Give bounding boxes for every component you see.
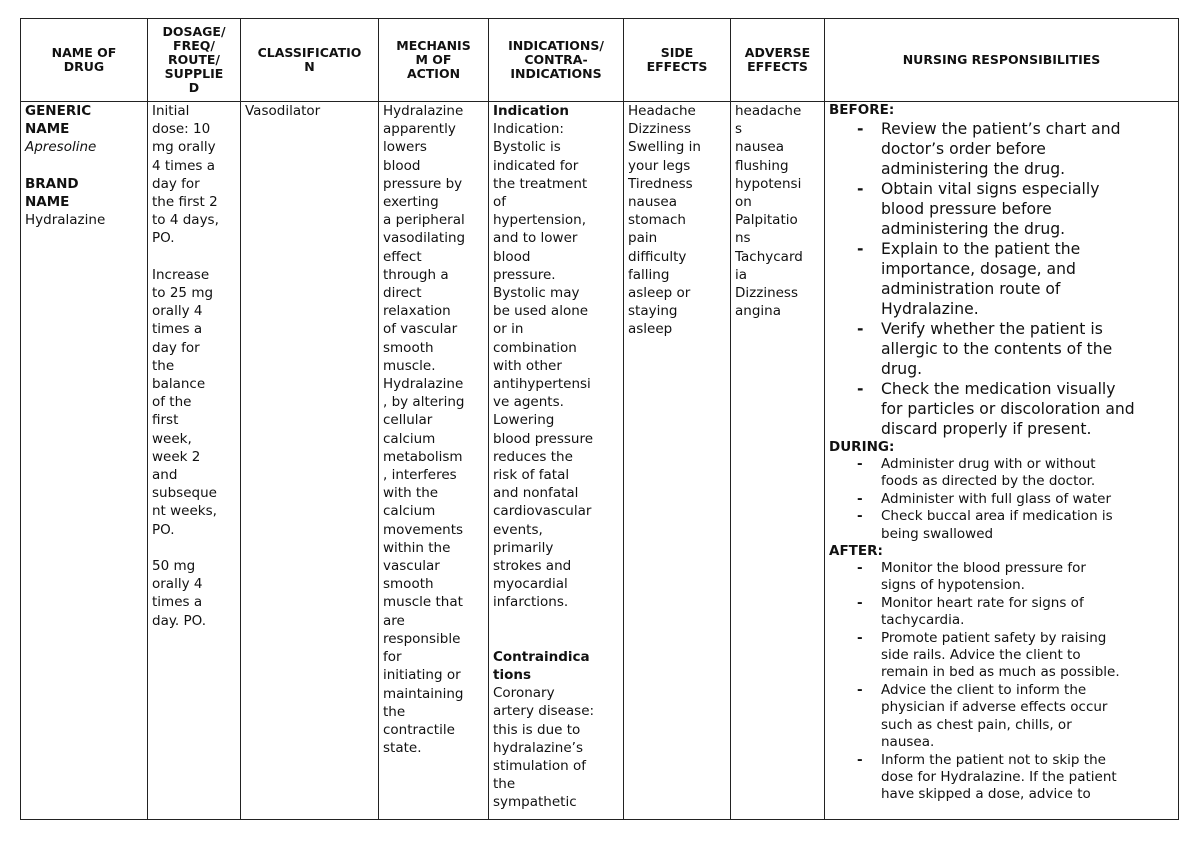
text-line: a peripheral [383, 212, 465, 229]
nursing-item-line: Inform the patient not to skip the [881, 751, 1106, 768]
generic-name-label: GENERIC [25, 103, 92, 119]
text-line: of the [152, 394, 192, 411]
text-line: infarctions. [493, 594, 569, 611]
text-line: nausea [628, 194, 677, 211]
text-line: exerting [383, 194, 439, 211]
text-line: primarily [493, 539, 554, 556]
drug-row [21, 102, 1179, 820]
text-line: nt weeks, [152, 503, 217, 520]
text-line: s [735, 121, 743, 138]
text-line: with the [383, 485, 439, 502]
dash-bullet-icon: - [857, 120, 864, 138]
text-line: asleep [628, 321, 673, 338]
cell-mechanism [379, 102, 489, 820]
nursing-item-line: Explain to the patient the [881, 240, 1081, 258]
text-line: state. [383, 740, 422, 757]
text-line: pain [628, 230, 658, 247]
text-line: Increase [152, 266, 210, 283]
text-line: and to lower [493, 230, 578, 247]
text-line: orally 4 [152, 303, 203, 320]
header-nursing-responsibilities: NURSING RESPONSIBILITIES [825, 19, 1179, 102]
nursing-item-line: being swallowed [881, 525, 994, 542]
text-line: , by altering [383, 394, 465, 411]
nursing-item-line: Monitor heart rate for signs of [881, 594, 1084, 611]
dosage-block-3 [152, 557, 236, 630]
text-line: Hydralazine [383, 376, 464, 393]
text-line: apparently [383, 121, 456, 138]
adverse-effects-list [735, 102, 820, 320]
text-line: angina [735, 303, 781, 320]
side-effects-list [628, 102, 726, 339]
nursing-item-line: Check buccal area if medication is [881, 508, 1113, 525]
dosage-block-1 [152, 102, 236, 248]
text-line: Bystolic is [493, 139, 561, 156]
cell-side-effects [624, 102, 731, 820]
classification-value: Vasodilator [245, 103, 321, 119]
nursing-item [829, 508, 1174, 543]
text-line: the [493, 776, 516, 793]
nursing-item-line: Verify whether the patient is [881, 320, 1103, 338]
text-line: movements [383, 521, 464, 538]
dash-bullet-icon: - [857, 240, 864, 258]
nursing-item-line: such as chest pain, chills, or [881, 716, 1072, 733]
during-list [829, 456, 1174, 543]
text-line: day. PO. [152, 612, 206, 629]
text-line: Swelling in [628, 139, 701, 156]
nursing-item [829, 630, 1174, 682]
drug-study-table [20, 18, 1179, 820]
dash-bullet-icon: - [857, 594, 863, 611]
text-line: of vascular [383, 321, 458, 338]
text-line: stimulation of [493, 757, 586, 774]
nursing-item-line: Administer drug with or without [881, 456, 1096, 472]
text-line: pressure. [493, 266, 556, 283]
text-line: effect [383, 248, 422, 265]
nursing-item-line: Promote patient safety by raising [881, 629, 1107, 646]
header-side-effects: SIDE EFFECTS [624, 19, 731, 102]
text-line: headache [735, 103, 802, 119]
nursing-item-line: Review the patient’s chart and [881, 120, 1121, 138]
text-line: nausea [735, 139, 784, 156]
text-line: contractile [383, 721, 455, 738]
nursing-item [829, 319, 1174, 379]
nursing-item-line: Administer with full glass of water [881, 490, 1112, 507]
nursing-item [829, 491, 1174, 508]
text-line: flushing [735, 157, 789, 174]
dash-bullet-icon: - [857, 380, 864, 398]
text-line: risk of fatal [493, 467, 570, 484]
nursing-item [829, 379, 1174, 439]
text-line: metabolism [383, 448, 463, 465]
nursing-item-line: physician if adverse effects occur [881, 699, 1108, 716]
dash-bullet-icon: - [857, 320, 864, 338]
text-line: balance [152, 376, 206, 393]
cell-nursing-responsibilities [825, 102, 1179, 820]
text-line: your legs [628, 157, 691, 174]
nursing-item-line: Monitor the blood pressure for [881, 560, 1086, 577]
contraindication-title: tions [493, 666, 532, 683]
text-line: to 4 days, [152, 212, 219, 229]
text-line: Initial [152, 103, 190, 119]
text-line: within the [383, 539, 451, 556]
before-title: BEFORE: [829, 102, 895, 118]
cell-indications [489, 102, 624, 820]
text-line: asleep or [628, 285, 691, 302]
nursing-item-line: nausea. [881, 734, 935, 751]
text-line: Dizziness [628, 121, 691, 138]
text-line: pressure by [383, 175, 463, 192]
text-line: difficulty [628, 248, 687, 265]
nursing-item-line: signs of hypotension. [881, 577, 1025, 594]
text-line: the first 2 [152, 194, 218, 211]
text-line: hydralazine’s [493, 739, 583, 756]
nursing-item [829, 595, 1174, 630]
text-line: dose: 10 [152, 121, 211, 138]
brand-name-label: BRAND [25, 175, 79, 192]
text-line: vasodilating [383, 230, 466, 247]
text-line: times a [152, 321, 203, 338]
text-line: to 25 mg [152, 285, 214, 302]
text-line: indicated for [493, 157, 579, 174]
text-line: Tachycard [735, 248, 803, 265]
text-line: blood [493, 248, 531, 265]
nursing-item-line: allergic to the contents of the [881, 340, 1113, 358]
text-line: and nonfatal [493, 485, 579, 502]
text-line: mg orally [152, 139, 216, 156]
text-line: first [152, 412, 179, 429]
cell-classification [241, 102, 379, 820]
text-line: through a [383, 266, 449, 283]
text-line: maintaining [383, 685, 464, 702]
text-line: stomach [628, 212, 686, 229]
nursing-item-line: blood pressure before [881, 200, 1052, 218]
text-line: calcium [383, 430, 436, 447]
text-line: the [152, 357, 175, 374]
nursing-item-line: administering the drug. [881, 160, 1066, 178]
text-line: combination [493, 339, 577, 356]
nursing-item-line: administering the drug. [881, 220, 1066, 238]
text-line: staying [628, 303, 678, 320]
nursing-item-line: Obtain vital signs especially [881, 180, 1100, 198]
nursing-item [829, 456, 1174, 491]
nursing-item [829, 179, 1174, 239]
text-line: ns [735, 230, 751, 247]
text-line: initiating or [383, 667, 461, 684]
nursing-item-line: Hydralazine. [881, 300, 979, 318]
text-line: cellular [383, 412, 433, 429]
nursing-item-line: administration route of [881, 280, 1061, 298]
text-line: subseque [152, 485, 217, 502]
text-line: be used alone [493, 303, 589, 320]
text-line: PO. [152, 521, 175, 538]
text-line: PO. [152, 230, 175, 247]
text-line: cardiovascular [493, 503, 592, 520]
text-line: muscle that [383, 594, 463, 611]
after-title: AFTER: [829, 543, 883, 560]
text-line: smooth [383, 576, 434, 593]
text-line: falling [628, 266, 670, 283]
brand-name-value: Hydralazine [25, 212, 106, 229]
text-line: relaxation [383, 303, 451, 320]
text-line: muscle. [383, 357, 436, 374]
header-adverse-effects: ADVERSE EFFECTS [731, 19, 825, 102]
nursing-item [829, 560, 1174, 595]
text-line: the [383, 703, 406, 720]
text-line: direct [383, 285, 422, 302]
nursing-item-line: discard properly if present. [881, 420, 1092, 438]
text-line: hypertension, [493, 212, 587, 229]
nursing-item-line: side rails. Advice the client to [881, 647, 1081, 664]
nursing-item-line: for particles or discoloration and [881, 400, 1135, 418]
text-line: antihypertensi [493, 376, 591, 393]
text-line: vascular [383, 558, 440, 575]
text-line: Indication: [493, 121, 564, 138]
nursing-item-line: foods as directed by the doctor. [881, 473, 1096, 490]
generic-name-value: Apresoline [25, 139, 97, 156]
text-line: hypotensi [735, 175, 802, 192]
generic-name-label: NAME [25, 121, 70, 138]
text-line: 50 mg [152, 558, 196, 575]
dash-bullet-icon: - [857, 681, 863, 698]
header-indications: INDICATIONS/ CONTRA- INDICATIONS [489, 19, 624, 102]
dash-bullet-icon: - [857, 490, 863, 507]
nursing-item [829, 119, 1174, 179]
text-line: on [735, 194, 752, 211]
dash-bullet-icon: - [857, 629, 863, 646]
text-line: sympathetic [493, 794, 577, 811]
nursing-item-line: Check the medication visually [881, 380, 1116, 398]
nursing-item-line: remain in bed as much as possible. [881, 664, 1120, 681]
text-line: reduces the [493, 448, 573, 465]
indication-text [493, 120, 619, 611]
text-line: times a [152, 594, 203, 611]
text-line: artery disease: [493, 703, 595, 720]
text-line: events, [493, 521, 543, 538]
nursing-item-line: doctor’s order before [881, 140, 1046, 158]
indication-title: Indication [493, 103, 570, 119]
header-classification: CLASSIFICATIO N [241, 19, 379, 102]
text-line: Hydralazine [383, 103, 464, 119]
text-line: Lowering [493, 412, 555, 429]
header-row [21, 19, 1179, 102]
text-line: for [383, 649, 402, 666]
text-line: myocardial [493, 576, 568, 593]
text-line: day for [152, 175, 200, 192]
text-line: , interferes [383, 467, 457, 484]
cell-adverse-effects [731, 102, 825, 820]
nursing-item-line: importance, dosage, and [881, 260, 1076, 278]
text-line: smooth [383, 339, 434, 356]
text-line: ve agents. [493, 394, 564, 411]
text-line: day for [152, 339, 200, 356]
text-line: and [152, 467, 178, 484]
nursing-item-line: dose for Hydralazine. If the patient [881, 768, 1117, 785]
nursing-item [829, 239, 1174, 319]
dash-bullet-icon: - [857, 456, 863, 472]
text-line: are [383, 612, 405, 629]
header-mechanism: MECHANIS M OF ACTION [379, 19, 489, 102]
text-line: lowers [383, 139, 427, 156]
nursing-item [829, 752, 1174, 804]
nursing-item-line: drug. [881, 360, 923, 378]
dash-bullet-icon: - [857, 751, 863, 768]
text-line: blood [383, 157, 421, 174]
header-name-of-drug: NAME OF DRUG [21, 19, 148, 102]
text-line: ia [735, 266, 748, 283]
during-title: DURING: [829, 439, 895, 455]
text-line: Bystolic may [493, 285, 580, 302]
brand-name-label: NAME [25, 194, 70, 210]
nursing-item-line: Advice the client to inform the [881, 681, 1087, 698]
text-line: or in [493, 321, 524, 338]
text-line: Palpitatio [735, 212, 798, 229]
text-line: of [493, 194, 507, 211]
mechanism-text [383, 102, 484, 757]
text-line: week 2 [152, 448, 201, 465]
nursing-item-line: tachycardia. [881, 612, 965, 629]
nursing-item [829, 682, 1174, 752]
before-list [829, 119, 1174, 439]
text-line: strokes and [493, 558, 572, 575]
text-line: week, [152, 430, 192, 447]
text-line: Coronary [493, 685, 555, 702]
text-line: Dizziness [735, 285, 798, 302]
cell-dosage [148, 102, 241, 820]
contraindication-text [493, 684, 619, 811]
header-dosage: DOSAGE/ FREQ/ ROUTE/ SUPPLIE D [148, 19, 241, 102]
cell-drug-name [21, 102, 148, 820]
text-line: this is due to [493, 721, 581, 738]
dosage-block-2 [152, 266, 236, 539]
nursing-item-line: have skipped a dose, advice to [881, 786, 1091, 803]
text-line: Headache [628, 103, 696, 119]
dash-bullet-icon: - [857, 180, 864, 198]
text-line: calcium [383, 503, 436, 520]
text-line: Tiredness [628, 175, 693, 192]
text-line: with other [493, 357, 562, 374]
after-list [829, 560, 1174, 804]
text-line: orally 4 [152, 576, 203, 593]
contraindication-title: Contraindica [493, 648, 590, 665]
text-line: responsible [383, 630, 461, 647]
text-line: blood pressure [493, 430, 594, 447]
text-line: 4 times a [152, 157, 215, 174]
dash-bullet-icon: - [857, 508, 863, 525]
text-line: the treatment [493, 175, 588, 192]
dash-bullet-icon: - [857, 560, 863, 577]
